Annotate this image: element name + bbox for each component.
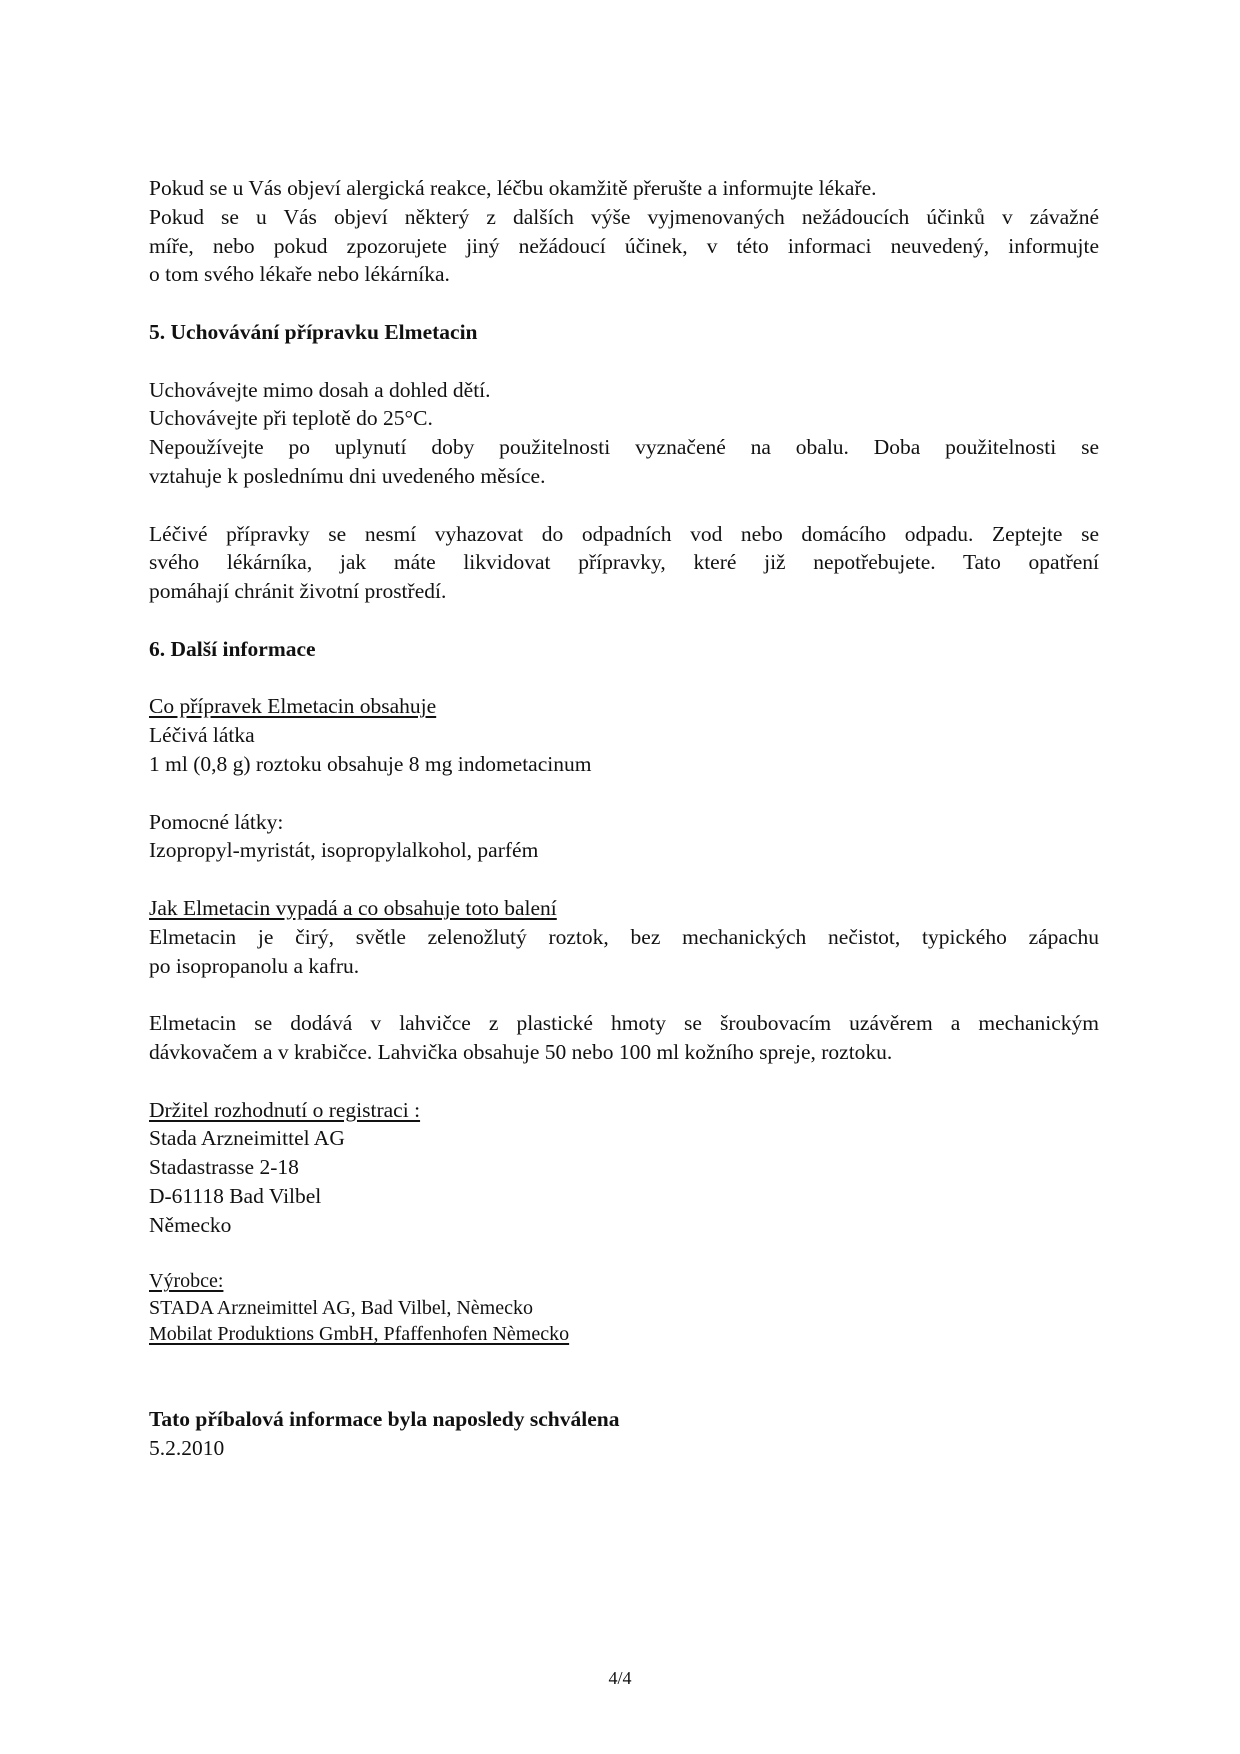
disposal-line: svého lékárníka, jak máte likvidovat přípravky, které již nepotřebujete. Tato opatření xyxy=(149,550,1099,575)
appearance-title: Jak Elmetacin vypadá a co obsahuje toto balení xyxy=(149,895,557,920)
package-line: dávkovačem a v krabičce. Lahvička obsahuje 50 nebo 100 ml kožního spreje, roztoku. xyxy=(149,1039,893,1064)
active-substance-value: 1 ml (0,8 g) roztoku obsahuje 8 mg indometacinum xyxy=(149,751,592,776)
holder-line: Stada Arzneimittel AG xyxy=(149,1126,345,1151)
manufacturer-title: Výrobce: xyxy=(149,1270,224,1293)
appearance-line: Elmetacin je čirý, světle zelenožlutý roztok, bez mechanických nečistot, typického zápachu xyxy=(149,924,1099,949)
intro-line: míře, nebo pokud zpozorujete jiný nežádoucí účinek, v této informaci neuvedený, informujte xyxy=(149,233,1099,258)
intro-line: Pokud se u Vás objeví některý z dalších výše vyjmenovaných nežádoucích účinků v závažné xyxy=(149,204,1099,229)
holder-block xyxy=(149,1096,1099,1240)
storage-line: Nepoužívejte po uplynutí doby použitelnosti vyznačené na obalu. Doba použitelnosti se xyxy=(149,435,1099,460)
manufacturer-line: Mobilat Produktions GmbH, Pfaffenhofen Nèmecko xyxy=(149,1323,570,1346)
intro-line: Pokud se u Vás objeví alergická reakce, léčbu okamžitě přerušte a informujte lékaře. xyxy=(149,176,877,200)
composition-block xyxy=(149,692,1099,865)
disposal-paragraph xyxy=(149,520,1099,606)
section-5-heading: 5. Uchovávání přípravku Elmetacin xyxy=(149,319,478,344)
storage-paragraph xyxy=(149,376,1099,491)
approval-block xyxy=(149,1405,1099,1463)
storage-line: Uchovávejte při teplotě do 25°C. xyxy=(149,406,433,431)
disposal-line: pomáhají chránit životní prostředí. xyxy=(149,579,447,604)
holder-title: Držitel rozhodnutí o registraci : xyxy=(149,1097,421,1122)
active-substance-label: Léčivá látka xyxy=(149,723,255,748)
holder-line: Německo xyxy=(149,1212,232,1237)
excipients-label: Pomocné látky: xyxy=(149,809,284,834)
holder-line: Stadastrasse 2-18 xyxy=(149,1155,299,1180)
approval-heading: Tato příbalová informace byla naposledy schválena xyxy=(149,1407,620,1432)
intro-paragraph xyxy=(149,174,1099,289)
intro-line: o tom svého lékaře nebo lékárníka. xyxy=(149,262,450,287)
holder-line: D-61118 Bad Vilbel xyxy=(149,1183,322,1208)
manufacturer-line: STADA Arzneimittel AG, Bad Vilbel, Nèmecko xyxy=(149,1296,533,1319)
appearance-block xyxy=(149,894,1099,1067)
page-number: 4/4 xyxy=(608,1668,632,1688)
storage-line: Uchovávejte mimo dosah a dohled dětí. xyxy=(149,377,491,402)
disposal-line: Léčivé přípravky se nesmí vyhazovat do odpadních vod nebo domácího odpadu. Zeptejte se xyxy=(149,521,1099,546)
excipients-value: Izopropyl-myristát, isopropylalkohol, parfém xyxy=(149,838,539,863)
storage-line: vztahuje k poslednímu dni uvedeného měsíce. xyxy=(149,463,546,488)
composition-title: Co přípravek Elmetacin obsahuje xyxy=(149,694,437,719)
section-6-heading: 6. Další informace xyxy=(149,636,316,661)
approval-date: 5.2.2010 xyxy=(149,1436,225,1461)
appearance-line: po isopropanolu a kafru. xyxy=(149,953,360,978)
package-line: Elmetacin se dodává v lahvičce z plastické hmoty se šroubovacím uzávěrem a mechanickým xyxy=(149,1011,1099,1036)
document-body xyxy=(149,174,1099,1463)
manufacturer-block xyxy=(149,1268,1099,1348)
